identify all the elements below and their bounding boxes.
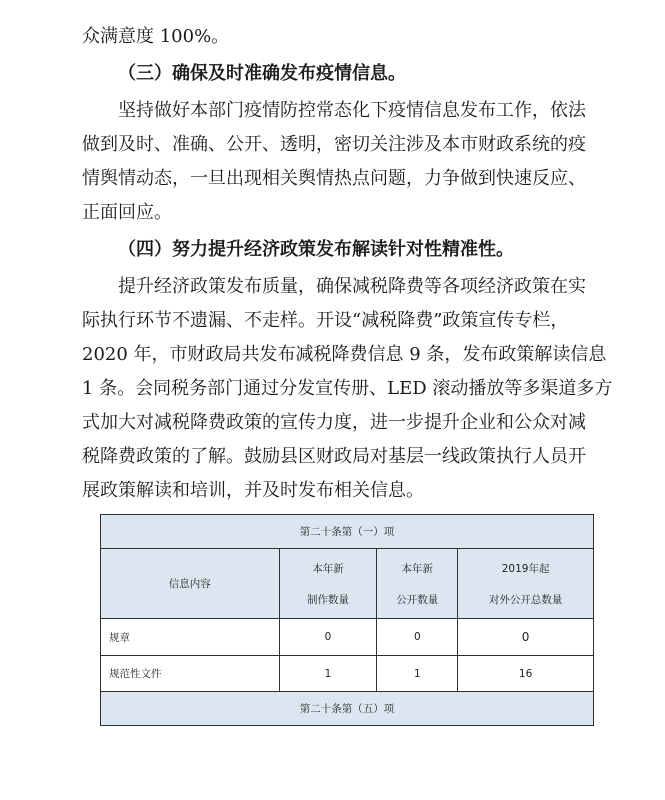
header-line: 制作数量 (307, 593, 349, 606)
paragraph-line: 2020 年，市财政局共发布减税降费信息 9 条，发布政策解读信息 (82, 344, 607, 365)
table-header-row (101, 549, 594, 619)
row-label: 规章 (101, 619, 280, 656)
cell-new-published: 0 (377, 619, 458, 656)
header-line: 本年新 (312, 562, 344, 575)
header-line: 对外公开总数量 (488, 593, 563, 606)
table-row (101, 619, 594, 656)
paragraph-line: 正面回应。 (82, 202, 172, 223)
cell-new-produced: 1 (279, 656, 377, 692)
paragraph-line: 众满意度 100%。 (82, 26, 230, 47)
table-section-row (101, 692, 594, 726)
cell-new-published: 1 (377, 656, 458, 692)
paragraph-line: 提升经济政策发布质量，确保减税降费等各项经济政策在实 (118, 276, 586, 297)
header-new-produced (279, 549, 377, 619)
paragraph-line: 做到及时、准确、公开、透明，密切关注涉及本市财政系统的疫 (82, 134, 586, 155)
header-line: 2019年起 (501, 562, 550, 575)
header-line: 公开数量 (396, 593, 439, 606)
paragraph-line: 展政策解读和培训，并及时发布相关信息。 (82, 480, 424, 501)
paragraph-line: 情舆情动态，一旦出现相关舆情热点问题，力争做到快速反应、 (82, 168, 586, 189)
header-line: 本年新 (401, 562, 434, 575)
paragraph-line: 际执行环节不遗漏、不走样。开设“减税降费”政策宣传专栏， (82, 310, 569, 331)
paragraph-line: 1 条。会同税务部门通过分发宣传册、LED 滚动播放等多渠道多方 (82, 378, 613, 399)
table-row (101, 656, 594, 692)
cell-new-produced: 0 (279, 619, 377, 656)
section-heading-3: （三）确保及时准确发布疫情信息。 (118, 63, 406, 84)
cell-total-published: 16 (458, 656, 594, 692)
paragraph-line: 坚持做好本部门疫情防控常态化下疫情信息发布工作，依法 (118, 100, 586, 121)
header-total-published (458, 549, 594, 619)
cell-total-published: 0 (458, 619, 594, 656)
table-section-row (101, 515, 594, 549)
header-new-published (377, 549, 458, 619)
disclosure-table (100, 514, 594, 726)
paragraph-line: 税降费政策的了解。鼓励县区财政局对基层一线政策执行人员开 (82, 446, 586, 467)
paragraph-line: 式加大对减税降费政策的宣传力度，进一步提升企业和公众对减 (82, 412, 586, 433)
section-title-5: 第二十条第（五）项 (101, 692, 594, 726)
section-title-1: 第二十条第（一）项 (101, 515, 594, 549)
row-label: 规范性文件 (101, 656, 280, 692)
header-info-content: 信息内容 (101, 549, 280, 619)
section-heading-4: （四）努力提升经济政策发布解读针对性精准性。 (118, 239, 514, 260)
